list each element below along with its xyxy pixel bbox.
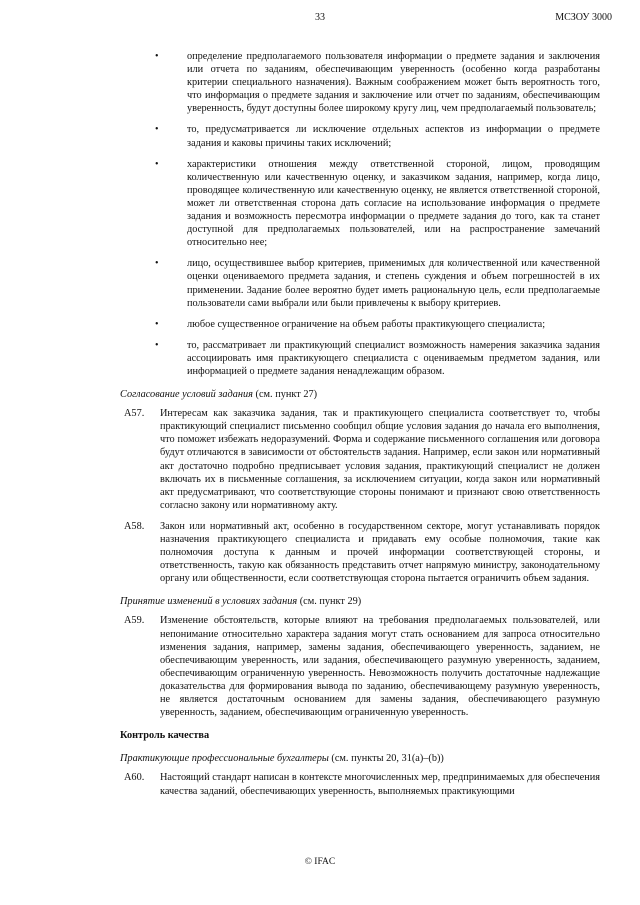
paragraph-a57 xyxy=(120,407,600,512)
bullet-text: характеристики отношения между ответственной стороной, лицом, проводящим количественную или качественную оценку, и заказчиком задания, например, когда лицо, проводящее количественную или качественную оценку, не является ответственной стороной, может ли ответственная сторона дать согласие на использование информация о предмете задания и возможность пересмотра информации о предмете задания до того, как та станет доступной для предполагаемых пользователей, или на распространение замечаний относительно нее; xyxy=(187,158,600,249)
list-item xyxy=(120,50,600,115)
section-heading-terms xyxy=(120,388,600,401)
bullet-list xyxy=(120,50,600,378)
list-item xyxy=(120,158,600,250)
list-item xyxy=(120,123,600,149)
section-reference: (см. пункт 27) xyxy=(252,389,318,401)
section-title: Согласование условий задания xyxy=(120,389,253,401)
list-item xyxy=(120,318,600,331)
section-heading-accountants xyxy=(120,752,600,765)
paragraph-text: Изменение обстоятельств, которые влияют на требования предполагаемых пользователей, или непонимание относительно характера задания могут стать основанием для запроса относительно изменения задания, например, замены задания, обеспечивающего уверенность, заданием, не обеспечивающим уверенность, или задания, обеспечивающего разумную уверенность, заданием, обеспечивающим ограниченную уверенность. Невозможность получить достаточные надлежащие доказательства для формирования вывода по заданию, обеспечивающему разумную уверенность, не является достаточным основанием для замены задания, обеспечивающего разумную уверенность, заданием, обеспечивающим ограниченную уверенность. xyxy=(160,615,600,719)
section-title: Принятие изменений в условиях задания xyxy=(120,596,298,608)
paragraph-text: Настоящий стандарт написан в контексте многочисленных мер, предпринимаемых для обеспечения качества заданий, обеспечивающих уверенность, выполняемых практикующими xyxy=(160,772,600,797)
paragraph-number: А60. xyxy=(124,772,145,784)
page-footer: © IFAC xyxy=(304,856,336,867)
bullet-icon: • xyxy=(155,158,159,170)
list-item xyxy=(120,257,600,309)
paragraph-a60 xyxy=(120,771,600,797)
bullet-text: то, рассматривает ли практикующий специалист возможность намерения заказчика задания ассоциировать имя практикующего специалиста с оцениваемым предметом задания, или информацией о предмете задания ненадлежащим образом. xyxy=(187,339,600,377)
section-reference: (см. пункт 29) xyxy=(297,596,362,608)
page-number: 33 xyxy=(315,12,325,23)
paragraph-a59 xyxy=(120,614,600,719)
bullet-icon: • xyxy=(155,258,159,270)
paragraph-text: Закон или нормативный акт, особенно в государственном секторе, могут устанавливать порядок назначения практикующего специалиста и придавать ему особые полномочия, такие как полномочия доступа к данным и прочей информации соответствующей стороны, и ответственность, такую как обязанность представить отчет напрямую министру, законодательному органу или общественности, если соответствующая сторона пытается ограничить объем задания. xyxy=(160,520,600,585)
bullet-text: любое существенное ограничение на объем работы практикующего специалиста; xyxy=(187,318,546,330)
bullet-icon: • xyxy=(155,318,159,330)
bullet-text: то, предусматривается ли исключение отдельных аспектов из информации о предмете задания и каковы причины таких исключений; xyxy=(187,124,600,149)
bullet-text: лицо, осуществившее выбор критериев, применимых для количественной или качественной оценки оцениваемого предмета задания, и степень суждения и объем погрешностей в их применении. Задание более вероятно будет иметь рациональную цель, если предполагаемые пользователи сами выбрали или были привлечены к выбору критериев. xyxy=(187,258,600,309)
paragraph-number: А59. xyxy=(124,615,145,627)
paragraph-a58 xyxy=(120,520,600,585)
paragraph-text: Интересам как заказчика задания, так и практикующего специалиста соответствует то, чтобы практикующий специалист письменно сообщил общие условия задания до начала его выполнения, что поможет избежать недоразумений. Форма и содержание письменного соглашения или договора будут отличаются в зависимости от обстоятельств задания. Например, если закон или нормативный акт достаточно подробно предписывает условия задания, практикующий специалист не должен включать их в письменные соглашения, за исключением ситуации, когда закон или нормативный акт предусматривают, что соответствующие стороны понимают и признают свою ответственность согласно закону или нормативному акту. xyxy=(160,408,600,511)
bullet-icon: • xyxy=(155,339,159,351)
section-title: Практикующие профессиональные бухгалтеры xyxy=(120,753,329,765)
section-reference: (см. пункты 20, 31(a)–(b)) xyxy=(328,753,444,765)
section-heading-changes xyxy=(120,595,600,608)
bullet-text: определение предполагаемого пользователя информации о предмете задания и заключения или отчета по заданиям, обеспечивающим уверенность (особенно когда разработаны критерии специального назначения). Важным соображением может быть вероятность того, что информация о предмете задания и заключение или отчет по заданиям, обеспечивающим уверенность, будут доступны более широкому кругу лиц, чем предполагаемый пользователь; xyxy=(187,51,600,115)
bullet-icon: • xyxy=(155,124,159,136)
list-item xyxy=(120,339,600,378)
bullet-icon: • xyxy=(155,51,159,62)
paragraph-number: А57. xyxy=(124,408,145,420)
paragraph-number: А58. xyxy=(124,520,145,532)
section-heading-quality-control: Контроль качества xyxy=(120,730,210,742)
document-code: МСЗОУ 3000 xyxy=(555,12,612,23)
page-content xyxy=(120,50,600,806)
